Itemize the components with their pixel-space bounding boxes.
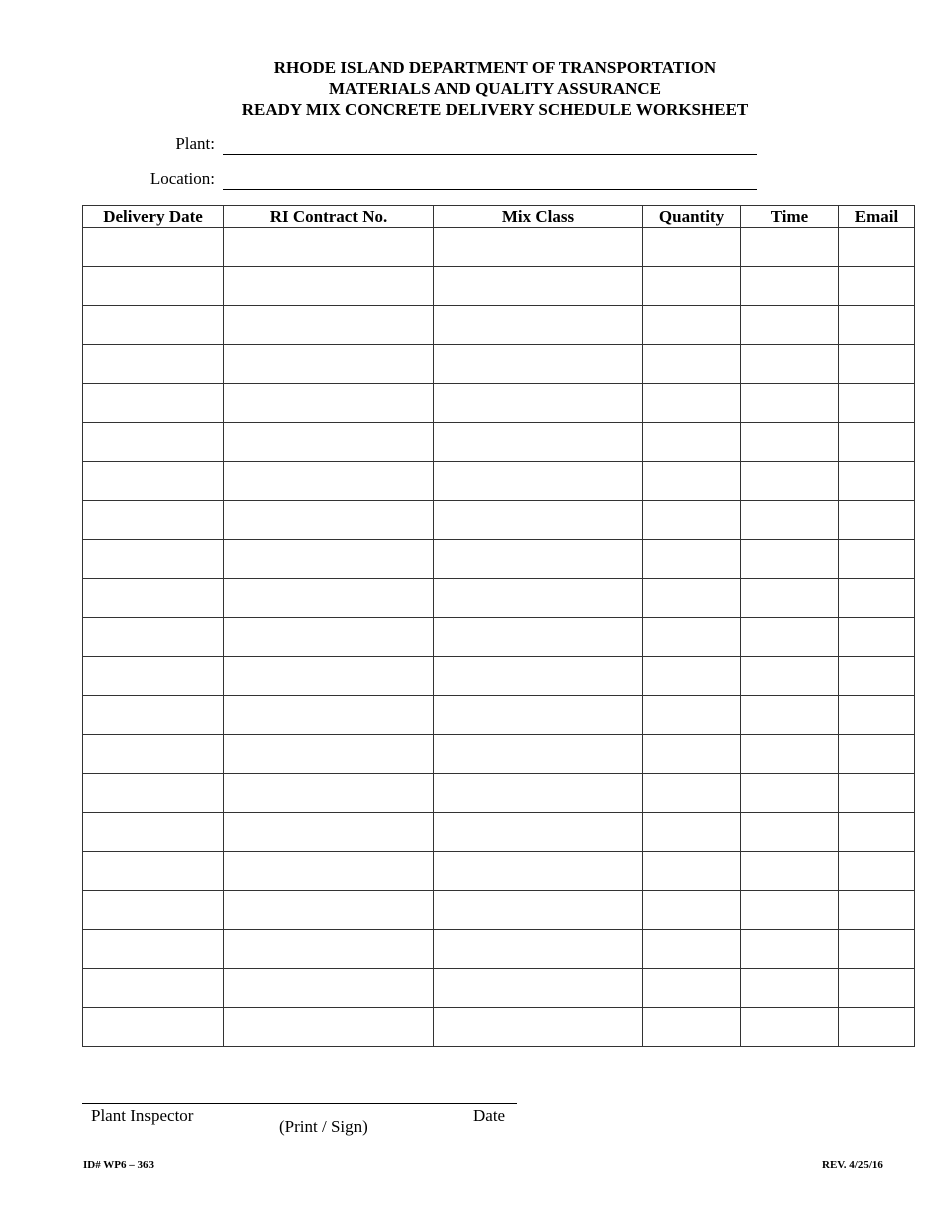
cell-delivery-date[interactable] [83,969,224,1008]
cell-mix-class[interactable] [434,774,643,813]
cell-mix-class[interactable] [434,267,643,306]
header-division: MATERIALS AND QUALITY ASSURANCE [328,79,662,98]
cell-ri-contract-no[interactable] [224,228,434,267]
cell-delivery-date[interactable] [83,1008,224,1047]
cell-delivery-date[interactable] [83,696,224,735]
cell-quantity[interactable] [643,774,741,813]
cell-delivery-date[interactable] [83,462,224,501]
cell-ri-contract-no[interactable] [224,813,434,852]
cell-mix-class[interactable] [434,423,643,462]
column-header-time: Time [741,206,839,228]
table-row [83,618,915,657]
cell-quantity[interactable] [643,540,741,579]
header-department: RHODE ISLAND DEPARTMENT OF TRANSPORTATION [273,58,717,77]
cell-mix-class[interactable] [434,1008,643,1047]
plant-inspector-label: Plant Inspector [91,1106,194,1125]
cell-email[interactable] [839,345,915,384]
plant-input-line[interactable] [223,134,757,155]
cell-mix-class[interactable] [434,228,643,267]
table-row [83,657,915,696]
cell-delivery-date[interactable] [83,618,224,657]
cell-ri-contract-no[interactable] [224,891,434,930]
form-id: ID# WP6 – 363 [83,1159,154,1171]
cell-delivery-date[interactable] [83,228,224,267]
cell-delivery-date[interactable] [83,774,224,813]
cell-ri-contract-no[interactable] [224,462,434,501]
cell-email[interactable] [839,618,915,657]
table-row [83,774,915,813]
plant-field [0,134,950,158]
cell-mix-class[interactable] [434,579,643,618]
cell-quantity[interactable] [643,735,741,774]
cell-delivery-date[interactable] [83,930,224,969]
cell-email[interactable] [839,930,915,969]
cell-quantity[interactable] [643,306,741,345]
cell-time[interactable] [741,345,839,384]
cell-email[interactable] [839,540,915,579]
cell-delivery-date[interactable] [83,852,224,891]
cell-time[interactable] [741,969,839,1008]
cell-time[interactable] [741,735,839,774]
cell-email[interactable] [839,735,915,774]
cell-email[interactable] [839,267,915,306]
column-header-quantity: Quantity [643,206,741,228]
cell-ri-contract-no[interactable] [224,852,434,891]
cell-email[interactable] [839,852,915,891]
cell-ri-contract-no[interactable] [224,1008,434,1047]
cell-ri-contract-no[interactable] [224,735,434,774]
cell-quantity[interactable] [643,228,741,267]
table-row [83,969,915,1008]
cell-quantity[interactable] [643,462,741,501]
cell-ri-contract-no[interactable] [224,540,434,579]
cell-time[interactable] [741,930,839,969]
cell-time[interactable] [741,891,839,930]
cell-quantity[interactable] [643,852,741,891]
cell-delivery-date[interactable] [83,267,224,306]
cell-time[interactable] [741,501,839,540]
cell-quantity[interactable] [643,423,741,462]
cell-email[interactable] [839,579,915,618]
table-header-row [83,206,915,228]
cell-mix-class[interactable] [434,618,643,657]
cell-ri-contract-no[interactable] [224,345,434,384]
cell-email[interactable] [839,657,915,696]
cell-time[interactable] [741,657,839,696]
table-row [83,384,915,423]
table-row [83,345,915,384]
header-form-title: READY MIX CONCRETE DELIVERY SCHEDULE WORKSHEET [241,100,749,119]
revision-date: REV. 4/25/16 [822,1159,883,1171]
cell-email[interactable] [839,228,915,267]
cell-email[interactable] [839,423,915,462]
cell-delivery-date[interactable] [83,735,224,774]
table-row [83,852,915,891]
form-header [0,57,950,120]
column-header-mix-class: Mix Class [434,206,643,228]
cell-delivery-date[interactable] [83,384,224,423]
table-row [83,423,915,462]
cell-mix-class[interactable] [434,306,643,345]
cell-quantity[interactable] [643,384,741,423]
cell-delivery-date[interactable] [83,891,224,930]
cell-email[interactable] [839,501,915,540]
table-row [83,1008,915,1047]
cell-time[interactable] [741,267,839,306]
table-row [83,267,915,306]
cell-email[interactable] [839,891,915,930]
table-row [83,501,915,540]
cell-email[interactable] [839,384,915,423]
cell-mix-class[interactable] [434,384,643,423]
cell-time[interactable] [741,384,839,423]
cell-ri-contract-no[interactable] [224,969,434,1008]
location-label: Location: [149,169,215,188]
cell-mix-class[interactable] [434,852,643,891]
cell-ri-contract-no[interactable] [224,306,434,345]
cell-mix-class[interactable] [434,891,643,930]
cell-quantity[interactable] [643,267,741,306]
cell-time[interactable] [741,579,839,618]
cell-email[interactable] [839,306,915,345]
column-header-email: Email [839,206,915,228]
cell-ri-contract-no[interactable] [224,501,434,540]
cell-mix-class[interactable] [434,462,643,501]
cell-quantity[interactable] [643,501,741,540]
cell-mix-class[interactable] [434,501,643,540]
cell-email[interactable] [839,774,915,813]
cell-time[interactable] [741,618,839,657]
table-row [83,813,915,852]
column-header-delivery-date: Delivery Date [83,206,224,228]
cell-time[interactable] [741,813,839,852]
cell-mix-class[interactable] [434,813,643,852]
cell-email[interactable] [839,462,915,501]
cell-time[interactable] [741,1008,839,1047]
cell-ri-contract-no[interactable] [224,267,434,306]
plant-label: Plant: [175,134,215,153]
cell-delivery-date[interactable] [83,423,224,462]
cell-time[interactable] [741,774,839,813]
cell-ri-contract-no[interactable] [224,384,434,423]
cell-email[interactable] [839,813,915,852]
cell-ri-contract-no[interactable] [224,696,434,735]
table-row [83,891,915,930]
column-header-ri-contract-no: RI Contract No. [224,206,434,228]
cell-time[interactable] [741,228,839,267]
print-sign-label: (Print / Sign) [279,1117,368,1136]
cell-email[interactable] [839,696,915,735]
cell-ri-contract-no[interactable] [224,657,434,696]
cell-delivery-date[interactable] [83,540,224,579]
cell-ri-contract-no[interactable] [224,579,434,618]
cell-email[interactable] [839,969,915,1008]
cell-delivery-date[interactable] [83,345,224,384]
cell-mix-class[interactable] [434,696,643,735]
location-input-line[interactable] [223,169,757,190]
cell-mix-class[interactable] [434,735,643,774]
cell-time[interactable] [741,423,839,462]
location-field [0,169,950,193]
table-row [83,579,915,618]
table-row [83,696,915,735]
cell-ri-contract-no[interactable] [224,774,434,813]
cell-delivery-date[interactable] [83,306,224,345]
delivery-schedule-table [82,205,915,1047]
cell-quantity[interactable] [643,618,741,657]
table-row [83,228,915,267]
cell-mix-class[interactable] [434,930,643,969]
cell-time[interactable] [741,462,839,501]
cell-time[interactable] [741,852,839,891]
table-row [83,462,915,501]
cell-ri-contract-no[interactable] [224,930,434,969]
cell-delivery-date[interactable] [83,501,224,540]
cell-ri-contract-no[interactable] [224,618,434,657]
cell-delivery-date[interactable] [83,657,224,696]
table-row [83,540,915,579]
cell-quantity[interactable] [643,930,741,969]
signature-date-label: Date [473,1106,506,1125]
cell-email[interactable] [839,1008,915,1047]
cell-quantity[interactable] [643,891,741,930]
cell-delivery-date[interactable] [83,813,224,852]
cell-mix-class[interactable] [434,540,643,579]
signature-line[interactable] [82,1103,517,1104]
cell-quantity[interactable] [643,1008,741,1047]
cell-time[interactable] [741,540,839,579]
cell-time[interactable] [741,306,839,345]
cell-time[interactable] [741,696,839,735]
table-row [83,735,915,774]
cell-quantity[interactable] [643,345,741,384]
cell-mix-class[interactable] [434,345,643,384]
cell-mix-class[interactable] [434,657,643,696]
cell-delivery-date[interactable] [83,579,224,618]
cell-mix-class[interactable] [434,969,643,1008]
cell-quantity[interactable] [643,657,741,696]
cell-quantity[interactable] [643,696,741,735]
table-row [83,306,915,345]
cell-quantity[interactable] [643,813,741,852]
cell-quantity[interactable] [643,579,741,618]
cell-quantity[interactable] [643,969,741,1008]
cell-ri-contract-no[interactable] [224,423,434,462]
table-row [83,930,915,969]
